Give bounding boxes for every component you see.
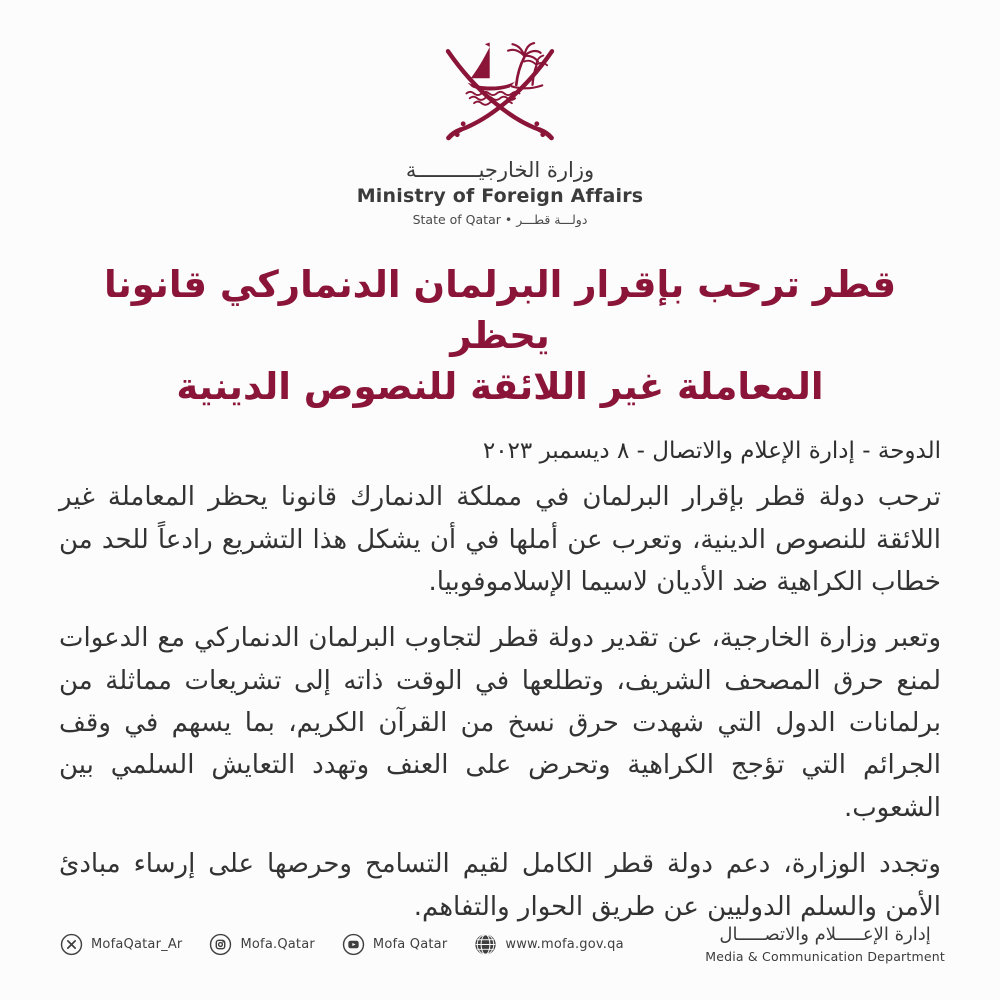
press-release-paragraph: وتجدد الوزارة، دعم دولة قطر الكامل لقيم التسامح وحرصها على إرساء مبادئ الأمن والسلم الدوليين عن طريق الحوار والتفاهم. [59,849,941,922]
ministry-name-english: Ministry of Foreign Affairs [356,185,644,207]
department-name-arabic: إدارة الإعـــــلام والاتصـــــال [719,924,931,945]
globe-icon [474,933,497,956]
social-link-youtube[interactable] [342,933,447,956]
press-release-paragraph: ترحب دولة قطر بإقرار البرلمان في مملكة الدنمارك قانونا يحظر المعاملة غير اللائقة للنصوص الدينية، وتعرب عن أملها في أن يشكل هذا التشريع رادعاً للحد من خطاب الكراهية ضد الأديان لاسيما الإسلاموفوبيا. [59,482,941,597]
department-name-english: Media & Communication Department [705,949,945,964]
media-communication-department [705,924,945,964]
qatar-mofa-emblem-icon [435,36,565,152]
x-twitter-icon [60,933,83,956]
dateline: الدوحة - إدارة الإعلام والاتصال - ٨ ديسمبر ٢٠٢٣ [482,438,941,465]
website-url: www.mofa.gov.qa [505,936,624,952]
press-release-title [50,259,950,412]
footer [60,924,945,964]
social-link-x-twitter[interactable] [60,933,182,956]
instagram-icon [209,933,232,956]
ministry-name-arabic: وزارة الخارجيــــــــــة [405,158,595,182]
state-of-qatar-line: دولـــة قطـــر • State of Qatar [412,212,588,227]
social-handle: Mofa.Qatar [240,936,315,952]
youtube-icon [342,933,365,956]
social-handle: MofaQatar_Ar [91,936,183,952]
press-release-body [59,476,941,928]
social-link-instagram[interactable] [209,933,314,956]
website-link[interactable] [474,933,623,956]
social-handle: Mofa Qatar [372,936,448,952]
title-line-2: المعاملة غير اللائقة للنصوص الدينية [176,365,824,409]
title-line-1: قطر ترحب بإقرار البرلمان الدنماركي قانونا يحظر [103,263,897,358]
mofa-logo [0,0,1000,227]
social-links [60,933,624,956]
press-release-paragraph: وتعبر وزارة الخارجية، عن تقدير دولة قطر لتجاوب البرلمان الدنماركي مع الدعوات لمنع حرق المصحف الشريف، وتطلعها في الوقت ذاته إلى تشريعات مماثلة من برلمانات الدول التي شهدت حرق نسخ من القرآن الكريم، بما يسهم في وقف الجرائم التي تؤجج الكراهية وتحرض على العنف وتهدد التعايش السلمي بين الشعوب. [59,623,941,823]
